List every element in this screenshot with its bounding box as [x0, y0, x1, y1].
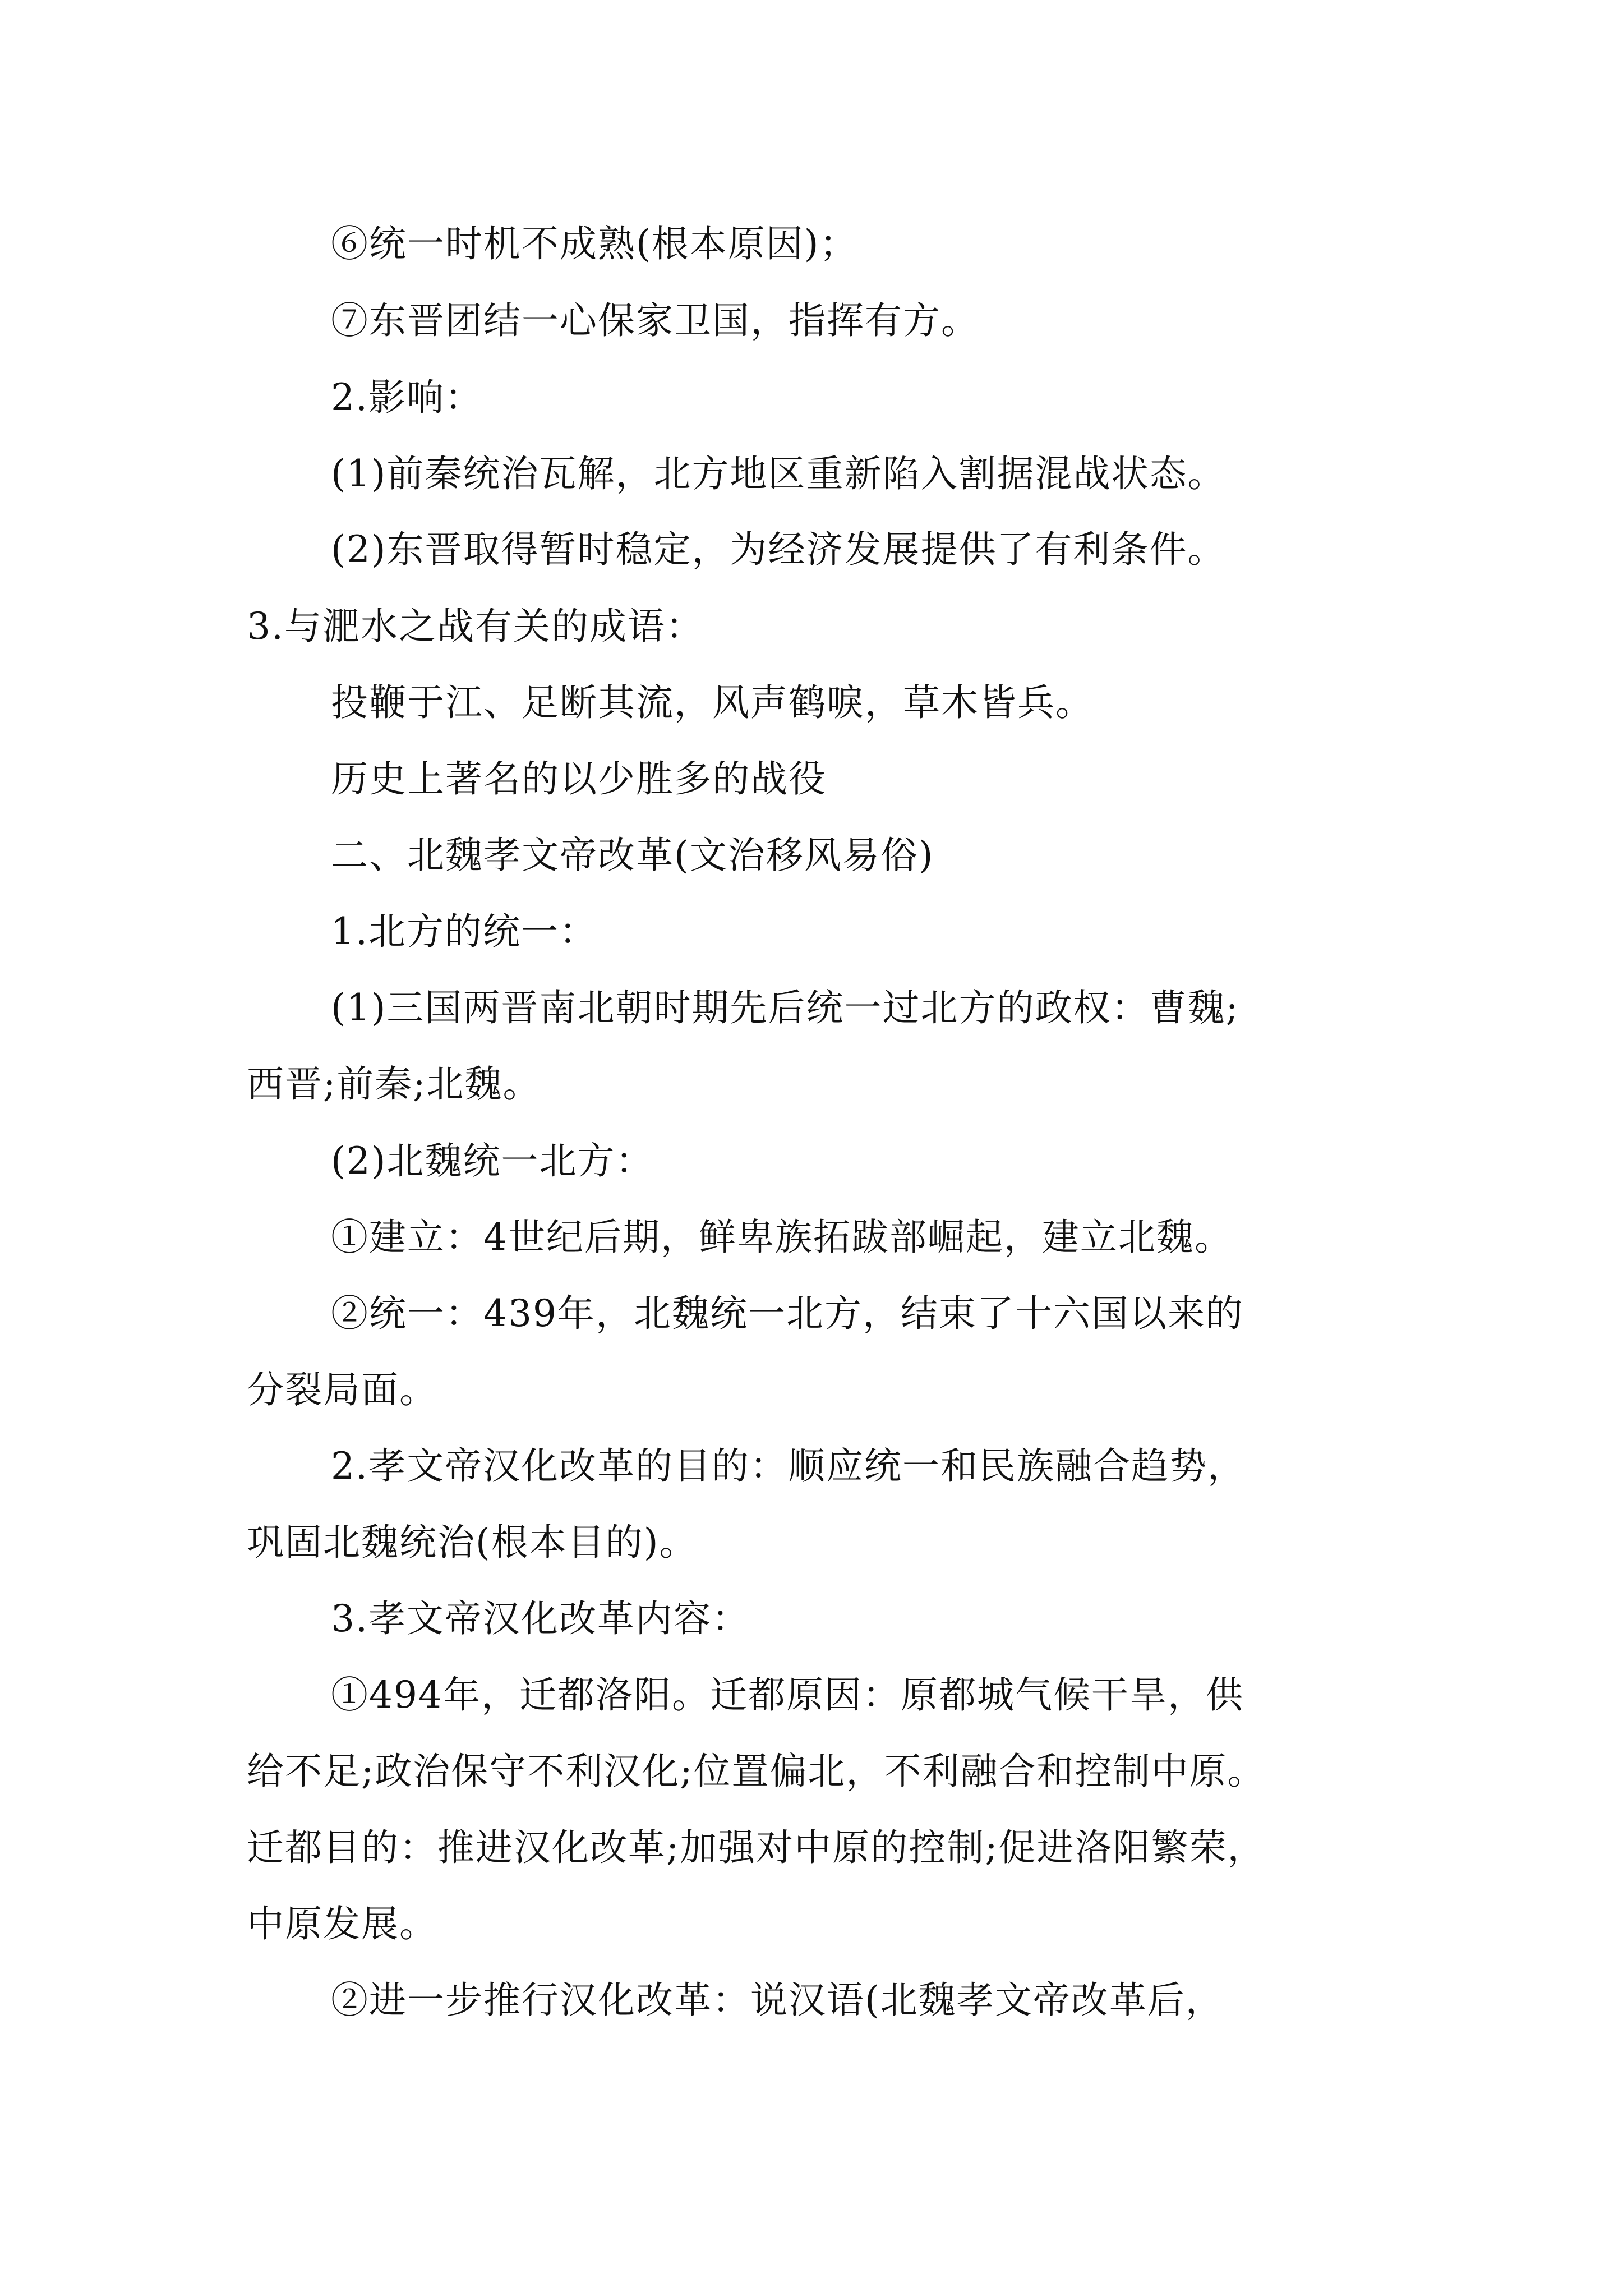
text-line: 1.北方的统一：: [331, 910, 597, 953]
text-line: 历史上著名的以少胜多的战役: [331, 757, 827, 800]
text-line: 2.孝文帝汉化改革的目的：顺应统一和民族融合趋势，: [331, 1444, 1246, 1488]
text-line: 巩固北魏统治(根本目的)。: [247, 1521, 698, 1564]
text-line: 中原发展。: [247, 1902, 437, 1945]
text-line: ①494年，迁都洛阳。迁都原因：原都城气候干旱，供: [331, 1673, 1244, 1717]
text-line: 投鞭于江、足断其流，风声鹤唳，草木皆兵。: [331, 681, 1094, 724]
text-line: (2)东晋取得暂时稳定，为经济发展提供了有利条件。: [331, 528, 1226, 571]
text-line: 西晋;前秦;北魏。: [247, 1062, 541, 1106]
section-heading: 二、北魏孝文帝改革(文治移风易俗): [331, 834, 934, 877]
text-line: 给不足;政治保守不利汉化;位置偏北，不利融合和控制中原。: [247, 1750, 1266, 1793]
text-line: ②统一：439年，北魏统一北方，结束了十六国以来的: [331, 1292, 1244, 1335]
text-line: (1)前秦统治瓦解，北方地区重新陷入割据混战状态。: [331, 452, 1226, 495]
text-line: ⑥统一时机不成熟(根本原因)；: [331, 222, 858, 265]
text-line: 2.影响：: [331, 376, 483, 419]
text-line: ②进一步推行汉化改革：说汉语(北魏孝文帝改革后，: [331, 1978, 1224, 2022]
text-line: (1)三国两晋南北朝时期先后统一过北方的政权：曹魏;: [331, 986, 1239, 1029]
text-line: 迁都目的：推进汉化改革;加强对中原的控制;促进洛阳繁荣，: [247, 1826, 1266, 1869]
text-line: ⑦东晋团结一心保家卫国，指挥有方。: [331, 299, 979, 342]
text-line: 3.孝文帝汉化改革内容：: [331, 1597, 750, 1640]
text-line: (2)北魏统一北方：: [331, 1139, 654, 1182]
text-line: 分裂局面。: [247, 1368, 437, 1411]
text-line: 3.与淝水之战有关的成语：: [247, 605, 704, 648]
text-line: ①建立：4世纪后期，鲜卑族拓跋部崛起，建立北魏。: [331, 1216, 1233, 1259]
